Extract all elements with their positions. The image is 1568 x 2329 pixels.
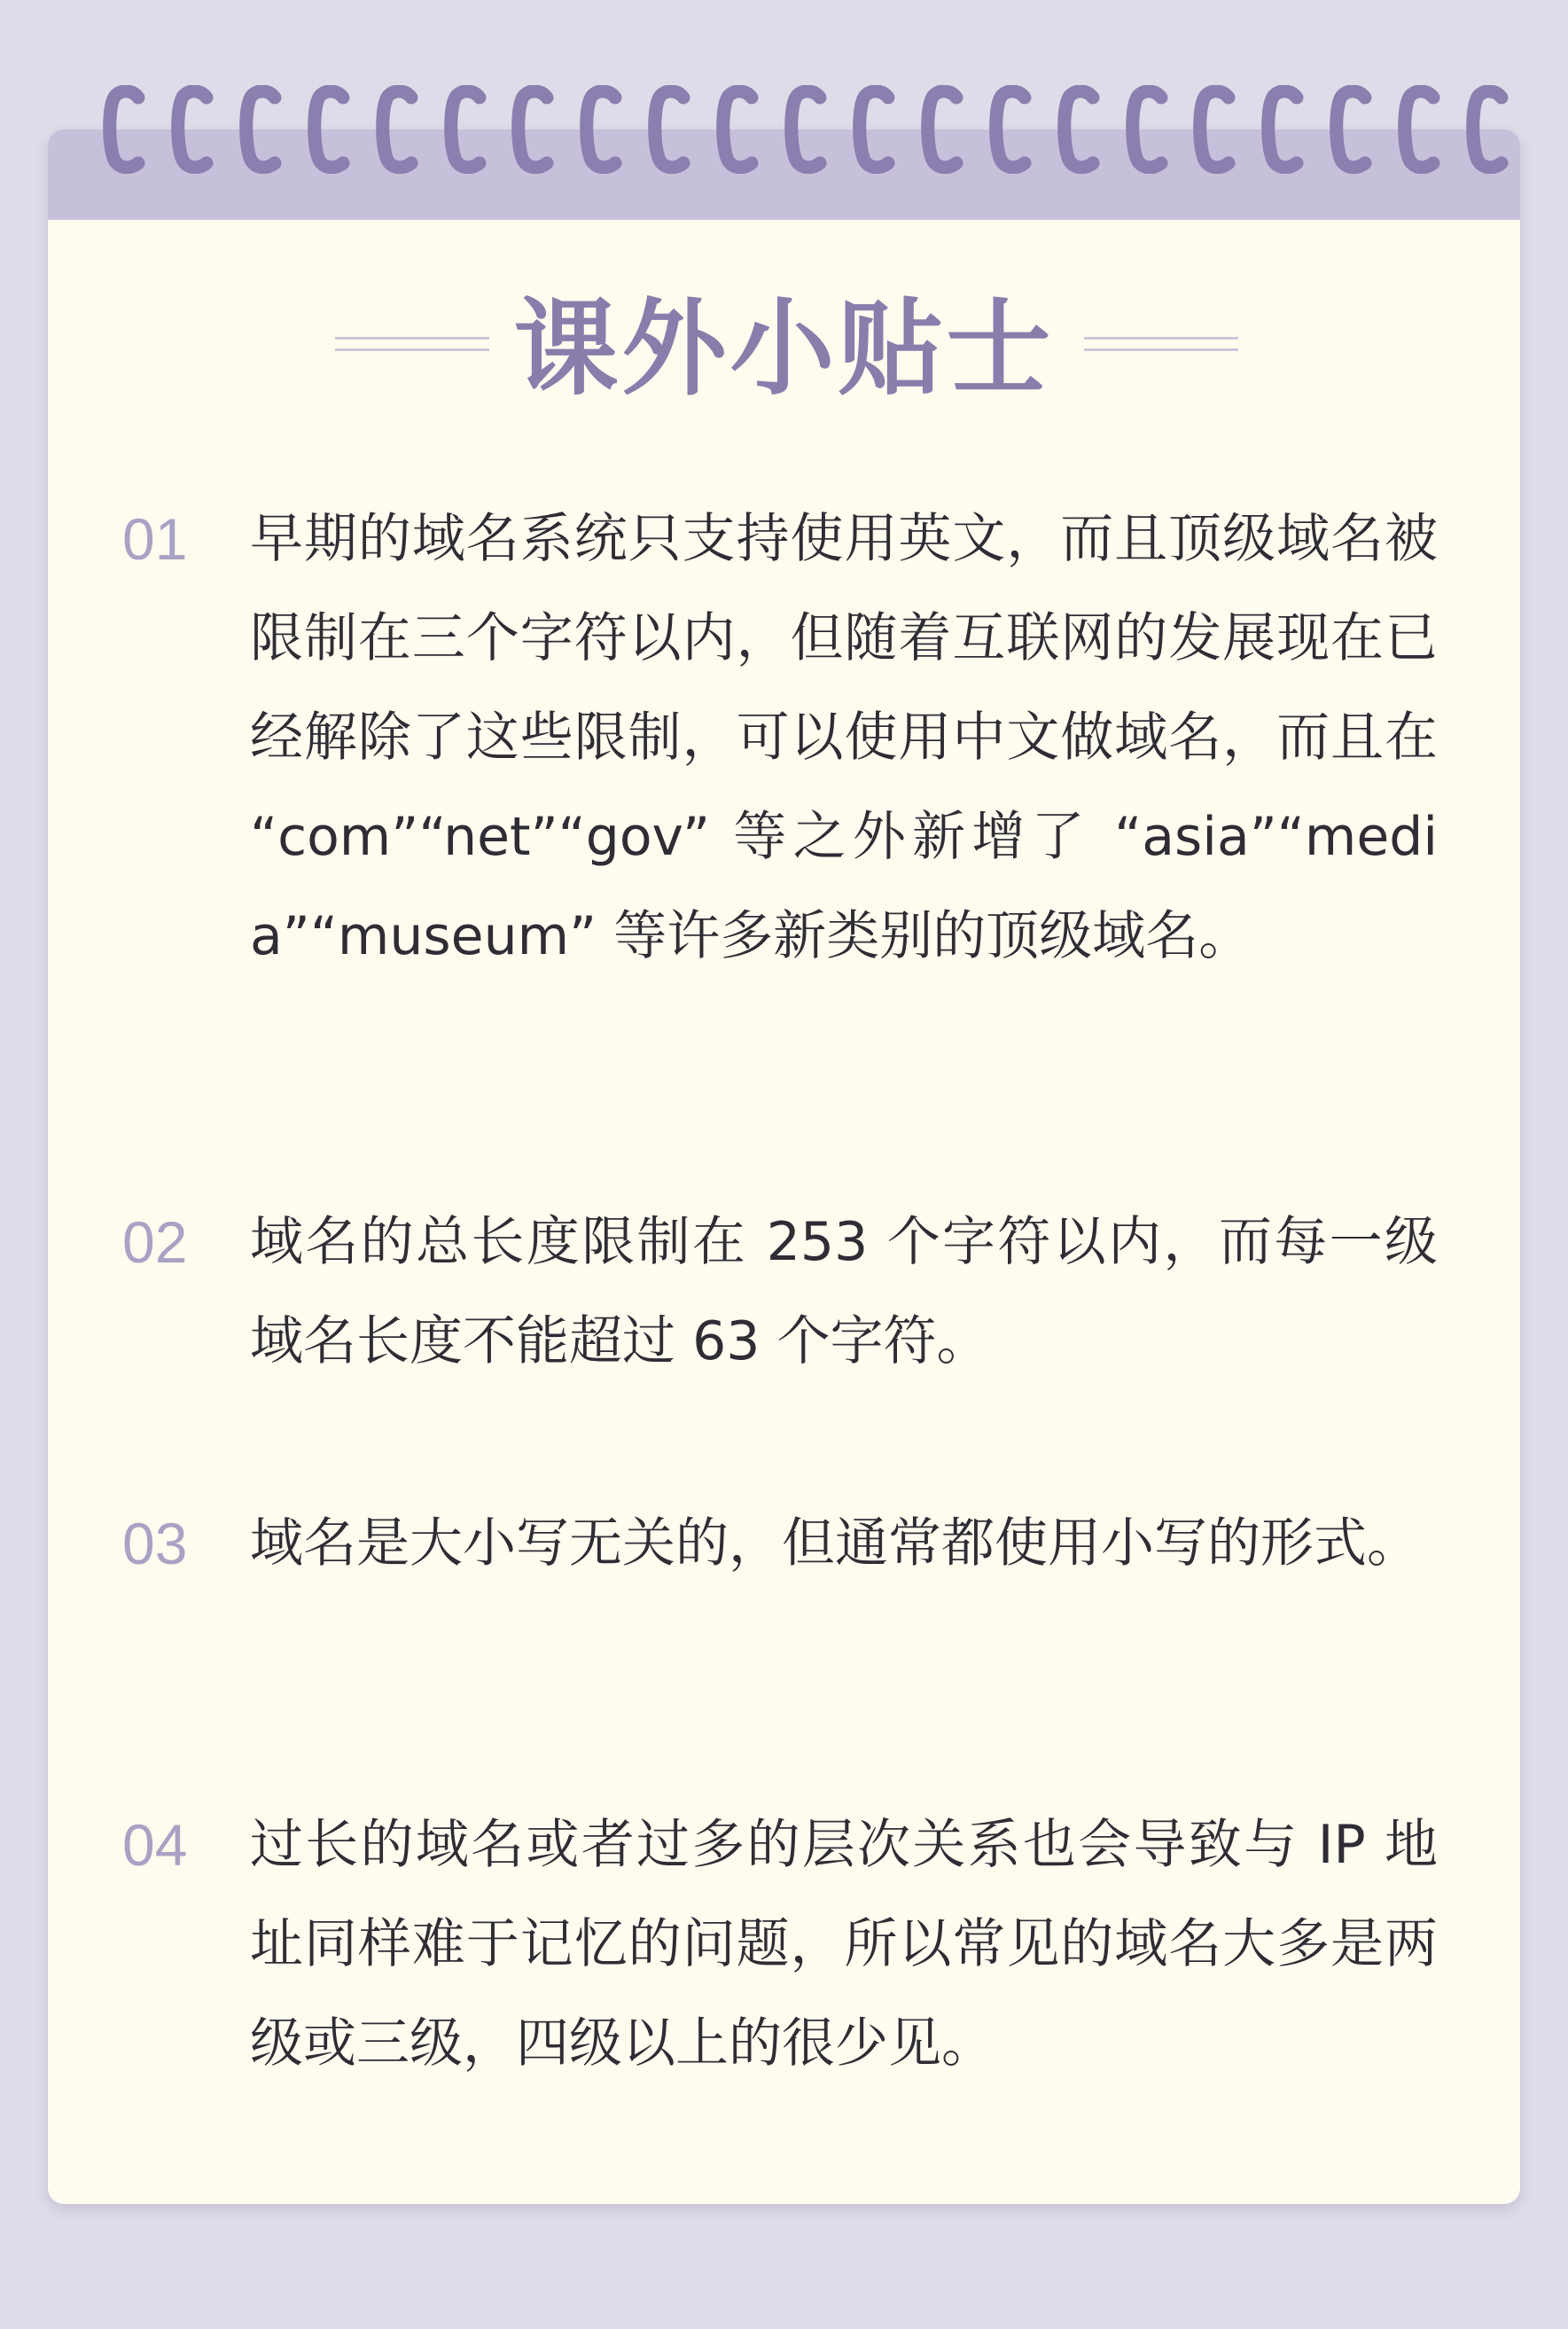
title-decor-line-right: [1084, 337, 1238, 351]
notebook-header-band: [48, 129, 1520, 220]
tip-number: 02: [122, 1209, 188, 1275]
tip-number: 01: [122, 506, 188, 572]
tip-text: 域名是大小写无关的，但通常都使用小写的形式。: [250, 1512, 1420, 1575]
tip-number: 04: [122, 1812, 188, 1878]
title-section: [0, 282, 1568, 415]
tip-text: 早期的域名系统只支持使用英文，而且顶级域名被限制在三个字符以内，但随着互联网的发展现在已经解除了这些限制，可以使用中文做域名，而且在 “com”“net”“gov” 等之外新增了 “asia”“media”“museum” 等许多新类别的顶级域名。: [250, 508, 1438, 967]
tip-text: 过长的域名或者过多的层次关系也会导致与 IP 地址同样难于记忆的问题，所以常见的域名大多是两级或三级，四级以上的很少见。: [250, 1814, 1438, 2075]
tip-text: 域名的总长度限制在 253 个字符以内，而每一级域名长度不能超过 63 个字符。: [250, 1211, 1438, 1372]
tip-number: 03: [122, 1511, 188, 1576]
page-title: 课外小贴士: [513, 287, 1055, 410]
